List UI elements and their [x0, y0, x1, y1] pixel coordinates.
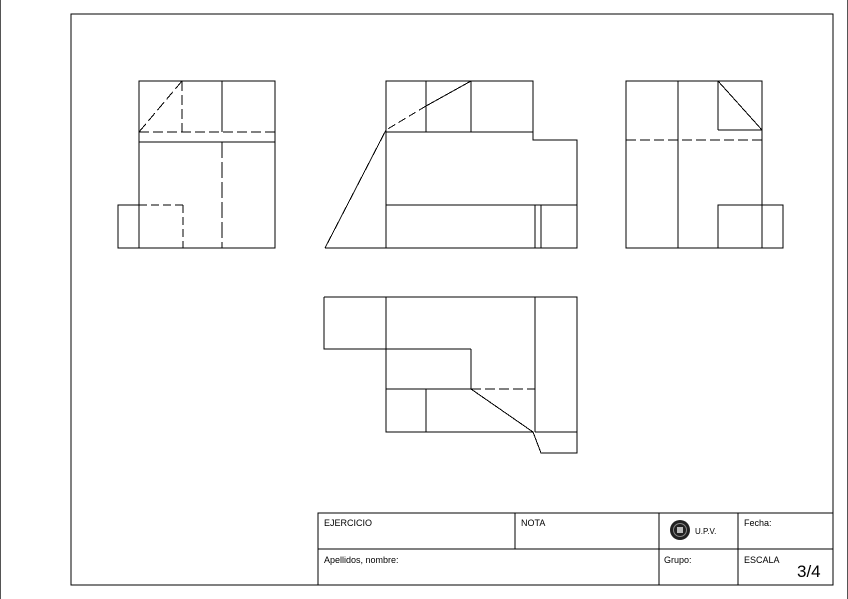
- right-view-edge: [718, 81, 762, 130]
- sheet-frame: [71, 14, 833, 585]
- plan-view-outline: [324, 297, 577, 453]
- right-view: [626, 81, 783, 248]
- left-view-outline: [139, 81, 275, 248]
- university-label: U.P.V.: [695, 527, 717, 536]
- grade-label: NOTA: [521, 518, 546, 528]
- group-label: Grupo:: [664, 555, 692, 565]
- hidden-line: [386, 106, 426, 130]
- front-view-outline: [325, 81, 577, 248]
- upv-seal-icon: [669, 519, 691, 541]
- sheet-number: 3/4: [797, 562, 821, 581]
- scale-label: ESCALA: [744, 555, 780, 565]
- front-view-edge: [426, 81, 471, 106]
- left-view: [118, 81, 275, 248]
- plan-view: [324, 297, 577, 453]
- hidden-line: [139, 81, 182, 132]
- front-view: [325, 81, 577, 248]
- right-view-foot: [718, 205, 783, 248]
- name-label: Apellidos, nombre:: [324, 555, 399, 565]
- date-label: Fecha:: [744, 518, 772, 528]
- plan-view-edge: [471, 389, 533, 432]
- right-view-outline: [626, 81, 762, 248]
- exercise-label: EJERCICIO: [324, 518, 373, 528]
- left-view-foot: [118, 205, 139, 248]
